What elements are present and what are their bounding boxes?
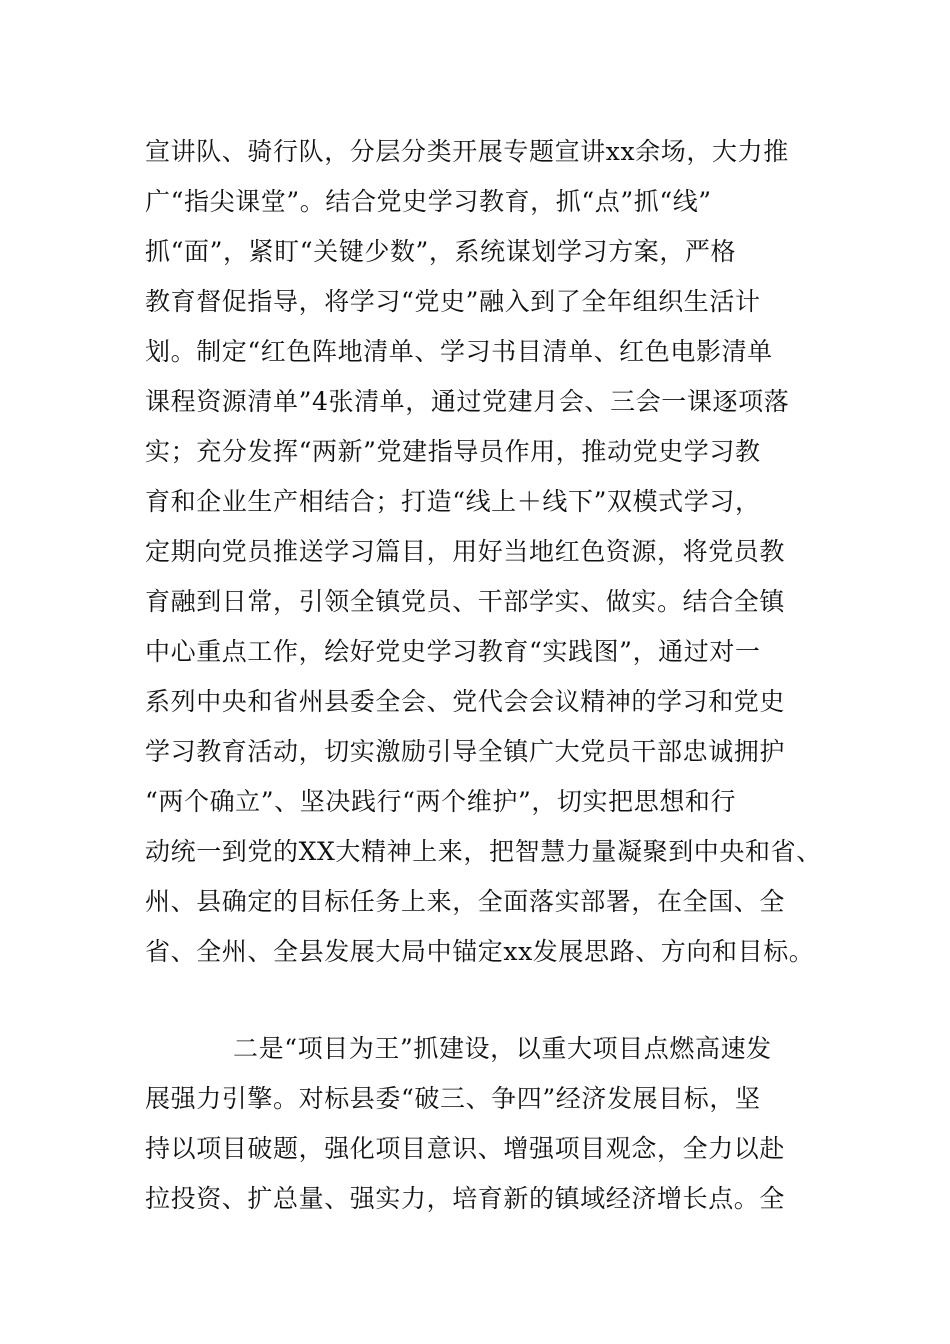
text-line: 定期向党员推送学习篇目，用好当地红色资源，将党员教	[145, 537, 786, 566]
text-line: 划。制定“红色阵地清单、学习书目清单、红色电影清单	[145, 337, 773, 366]
body-paragraph-2	[145, 1024, 785, 1224]
text-line: 动统一到党的XX大精神上来，把智慧力量凝聚到中央和省、	[145, 837, 822, 866]
text-line: 中心重点工作，绘好党史学习教育“实践图”，通过对一	[145, 637, 761, 666]
text-line: 抓“面”，紧盯“关键少数”，系统谋划学习方案，严格	[145, 237, 737, 266]
text-line: 宣讲队、骑行队，分层分类开展专题宣讲xx余场，大力推	[145, 137, 789, 166]
text-line: 学习教育活动，切实激励引导全镇广大党员干部忠诚拥护	[145, 737, 786, 766]
text-line: 州、县确定的目标任务上来，全面落实部署，在全国、全	[145, 887, 786, 916]
text-line: 省、全州、全县发展大局中锚定xx发展思路、方向和目标。	[145, 937, 815, 966]
text-line: 展强力引擎。对标县委“破三、争四”经济发展目标，坚	[145, 1084, 761, 1113]
text-line: 教育督促指导，将学习“党史”融入到了全年组织生活计	[145, 287, 761, 316]
text-line: 育融到日常，引领全镇党员、干部学实、做实。结合全镇	[145, 587, 786, 616]
text-line-indented: 二是“项目为王”抓建设，以重大项目点燃高速发	[233, 1034, 772, 1063]
text-line: 持以项目破题，强化项目意识、增强项目观念，全力以赴	[145, 1134, 786, 1163]
text-line: 拉投资、扩总量、强实力，培育新的镇域经济增长点。全	[145, 1184, 786, 1213]
text-line: 育和企业生产相结合；打造“线上＋线下”双模式学习，	[145, 487, 761, 516]
body-paragraph-1	[145, 127, 822, 977]
text-line: 系列中央和省州县委全会、党代会会议精神的学习和党史	[145, 687, 786, 716]
text-line: “两个确立”、坚决践行“两个维护”，切实把思想和行	[145, 787, 737, 816]
text-line: 广“指尖课堂”。结合党史学习教育，抓“点”抓“线”	[145, 187, 712, 216]
text-line: 课程资源清单”4张清单，通过党建月会、三会一课逐项落	[145, 387, 790, 416]
text-line: 实；充分发挥“两新”党建指导员作用，推动党史学习教	[145, 437, 761, 466]
